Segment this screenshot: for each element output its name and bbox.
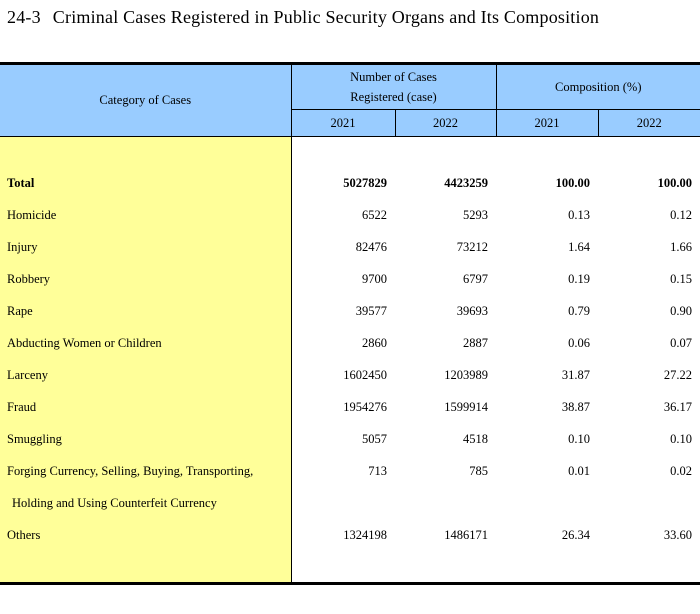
- row-category-label: Injury: [0, 231, 291, 263]
- row-value: 0.13: [568, 208, 591, 222]
- row-category-label: Homicide: [0, 199, 291, 231]
- page-title: [7, 7, 599, 28]
- row-value: 0.07: [670, 336, 693, 350]
- row-value: 1954276: [343, 400, 387, 414]
- row-value: 1599914: [444, 400, 489, 414]
- row-value: 100.00: [555, 176, 591, 190]
- empty-cell: [395, 137, 496, 168]
- row-value: 0.19: [568, 272, 591, 286]
- row-value: 1.66: [670, 240, 693, 254]
- column-group-composition: [496, 64, 700, 110]
- table-header: [0, 64, 700, 137]
- group-label-line1: Composition (%): [555, 80, 642, 94]
- criminal-cases-table: [0, 62, 700, 585]
- row-value: 0.12: [670, 208, 693, 222]
- row-value: 0.01: [568, 464, 591, 478]
- row-value: 39577: [355, 304, 387, 318]
- row-value: 100.00: [657, 176, 693, 190]
- row-value: 27.22: [663, 368, 693, 382]
- row-category-label: Larceny: [0, 359, 291, 391]
- empty-cell: [291, 137, 395, 168]
- empty-cell: [496, 137, 598, 168]
- table-row: [0, 359, 700, 391]
- table-row: [0, 391, 700, 423]
- row-category-label: Robbery: [0, 263, 291, 295]
- group-label-line1: Number of Cases: [350, 70, 437, 84]
- spacer-row: [0, 137, 700, 168]
- row-value: 0.06: [568, 336, 591, 350]
- category-column-fill: [0, 137, 291, 168]
- row-value: 39693: [456, 304, 489, 318]
- column-header-year-number-2021: 2021: [291, 110, 395, 137]
- row-category-label: Smuggling: [0, 423, 291, 455]
- row-value: 2860: [362, 336, 387, 350]
- row-category-label: Total: [0, 167, 291, 199]
- row-value: 33.60: [663, 528, 693, 542]
- row-category-label: Abducting Women or Children: [0, 327, 291, 359]
- column-header-year-number-2022: 2022: [395, 110, 496, 137]
- table-row: [0, 519, 700, 551]
- row-value: 5027829: [343, 176, 387, 190]
- empty-cell: [496, 551, 598, 584]
- row-value: 82476: [355, 240, 387, 254]
- title-text: Criminal Cases Registered in Public Security Organs and Its Composition: [52, 7, 600, 27]
- row-value: 2887: [463, 336, 489, 350]
- row-value: 4518: [463, 432, 489, 446]
- row-value: 785: [469, 464, 489, 478]
- row-category-label: Rape: [0, 295, 291, 327]
- row-value: 713: [368, 464, 387, 478]
- category-column-fill: [0, 551, 291, 584]
- row-value: 1.64: [568, 240, 591, 254]
- row-value: 6522: [362, 208, 387, 222]
- row-value: 31.87: [561, 368, 591, 382]
- row-value: 0.90: [670, 304, 693, 318]
- empty-cell: [598, 551, 700, 584]
- table-row: [0, 327, 700, 359]
- table-row: [0, 231, 700, 263]
- column-header-year-composition-2022: 2022: [598, 110, 700, 137]
- row-value: 0.10: [670, 432, 693, 446]
- row-value: 5293: [463, 208, 489, 222]
- row-value: 6797: [463, 272, 489, 286]
- table-number: 24-3: [7, 7, 41, 27]
- row-value: 9700: [362, 272, 387, 286]
- table-row: [0, 455, 700, 519]
- row-value: 1486171: [444, 528, 489, 542]
- table-body: [0, 137, 700, 584]
- table-row: [0, 167, 700, 199]
- row-value: 73212: [456, 240, 489, 254]
- row-value: 1324198: [343, 528, 387, 542]
- table-row: [0, 295, 700, 327]
- row-category-line2: Holding and Using Counterfeit Currency: [12, 496, 217, 510]
- table-row: [0, 423, 700, 455]
- row-value: 0.10: [568, 432, 591, 446]
- row-category-label: [0, 455, 291, 519]
- empty-cell: [395, 551, 496, 584]
- table-row: [0, 199, 700, 231]
- row-value: 0.79: [568, 304, 591, 318]
- row-value: 0.02: [670, 464, 693, 478]
- table-row: [0, 263, 700, 295]
- header-group-row: [0, 64, 700, 110]
- row-value: 5057: [362, 432, 387, 446]
- row-value: 38.87: [561, 400, 591, 414]
- row-value: 1602450: [343, 368, 387, 382]
- row-value: 0.15: [670, 272, 693, 286]
- column-group-number-of-cases: [291, 64, 496, 110]
- filler-row: [0, 551, 700, 584]
- column-header-category: Category of Cases: [0, 64, 291, 137]
- empty-cell: [291, 551, 395, 584]
- row-category-label: Others: [0, 519, 291, 551]
- row-value: 1203989: [444, 368, 489, 382]
- column-header-year-composition-2021: 2021: [496, 110, 598, 137]
- row-value: 4423259: [444, 176, 489, 190]
- row-value: 26.34: [561, 528, 591, 542]
- row-category-label: Fraud: [0, 391, 291, 423]
- group-label-line2: Registered (case): [350, 90, 437, 104]
- empty-cell: [598, 137, 700, 168]
- row-category-line1: Forging Currency, Selling, Buying, Transporting,: [7, 464, 254, 478]
- row-value: 36.17: [663, 400, 693, 414]
